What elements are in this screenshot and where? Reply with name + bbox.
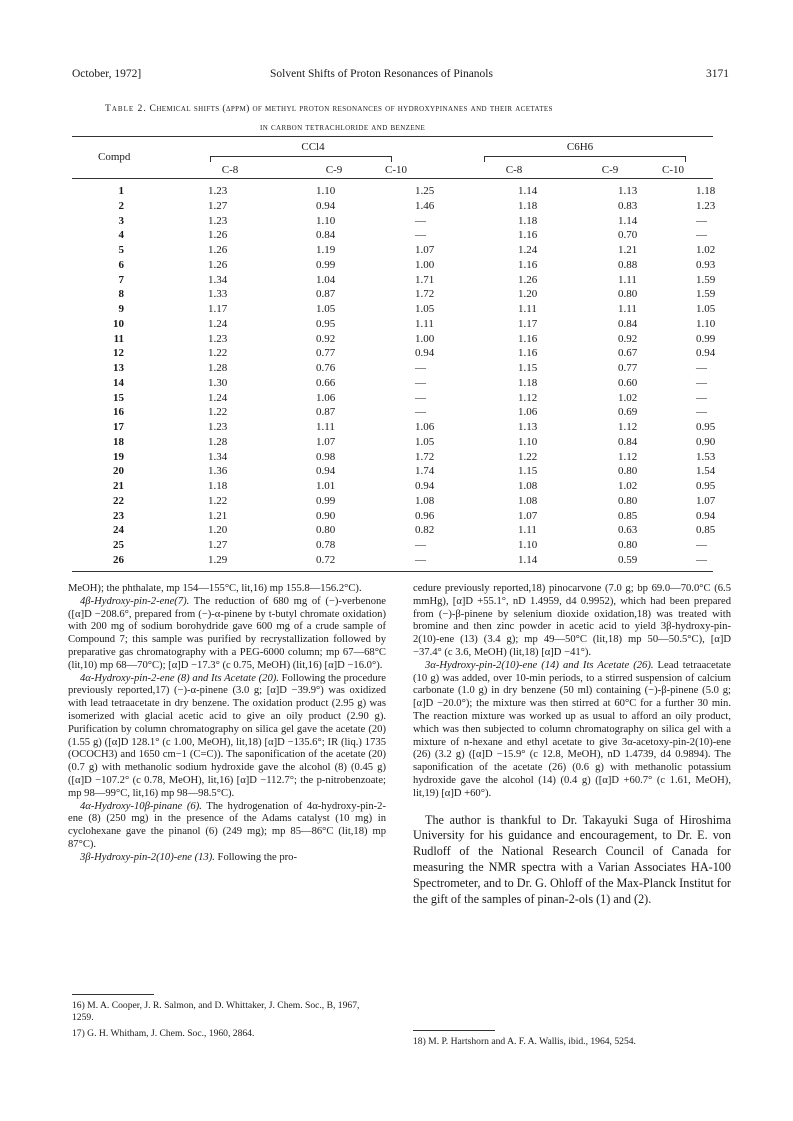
- table-row: [72, 317, 716, 333]
- shift-value: 0.66: [316, 376, 336, 389]
- table-row: [72, 435, 716, 451]
- shift-value: 1.10: [316, 214, 336, 227]
- compound-number: 2: [118, 199, 124, 212]
- shift-value: 1.14: [518, 553, 538, 566]
- compd-header: Compd: [98, 151, 131, 163]
- page-number: 3171: [706, 68, 729, 80]
- shift-value: 1.20: [208, 524, 228, 537]
- paragraph: [413, 660, 731, 801]
- compound-number: 12: [113, 347, 124, 360]
- table-row: [72, 185, 716, 200]
- shift-value: 1.53: [696, 450, 716, 463]
- shift-value: 1.02: [618, 391, 638, 404]
- table-row: [72, 421, 716, 436]
- left-text-column: [68, 583, 386, 865]
- group-brace-ccl4: [210, 156, 392, 162]
- compound-number: 8: [118, 288, 124, 301]
- table-row: [72, 215, 712, 230]
- shift-value: —: [415, 229, 426, 242]
- paragraph: [68, 596, 386, 673]
- shift-value: 1.07: [518, 509, 538, 522]
- shift-value: 0.88: [618, 258, 638, 271]
- compound-number: 10: [113, 317, 124, 330]
- shift-value: 0.94: [316, 199, 336, 212]
- compound-number: 17: [113, 421, 124, 433]
- shift-value: 0.72: [316, 553, 336, 566]
- shift-value: 0.77: [316, 347, 336, 360]
- shift-value: 1.17: [518, 317, 538, 330]
- shift-value: 0.84: [618, 435, 638, 448]
- section-title: 3α-Hydroxy-pin-2(10)-ene (14) and Its Acetate (26).: [425, 659, 654, 671]
- subheader-c6h6-c10: C-10: [662, 164, 684, 176]
- compound-number: 18: [113, 435, 124, 448]
- shift-value: 0.94: [696, 509, 716, 522]
- shift-value: 0.85: [696, 524, 716, 537]
- shift-value: 1.07: [316, 435, 336, 448]
- shift-value: 1.16: [518, 347, 538, 360]
- shift-value: 0.77: [618, 362, 638, 374]
- shift-value: 1.34: [208, 450, 228, 463]
- compound-number: 26: [113, 553, 124, 566]
- shift-value: 1.72: [415, 288, 435, 301]
- footnote-rule-left: [72, 994, 154, 995]
- shift-value: 1.21: [208, 509, 228, 522]
- shift-value: 0.69: [618, 406, 638, 419]
- shift-value: 1.11: [518, 524, 537, 537]
- shift-value: 1.74: [415, 465, 435, 478]
- shift-value: —: [415, 376, 426, 389]
- table-row: [72, 199, 716, 215]
- shift-value: 0.83: [618, 199, 638, 212]
- shift-value: 1.59: [696, 273, 716, 286]
- shift-value: 1.14: [618, 214, 638, 227]
- table-row: [72, 377, 712, 392]
- shift-value: 1.11: [316, 421, 335, 433]
- shift-value: 1.30: [208, 376, 228, 389]
- shift-value: —: [696, 229, 707, 242]
- shift-value: 1.19: [316, 244, 336, 256]
- shift-value: —: [696, 553, 707, 566]
- table-bottom-rule: [72, 571, 713, 572]
- table-row: [72, 554, 712, 569]
- shift-value: —: [696, 539, 707, 551]
- shift-value: 0.63: [618, 524, 638, 537]
- compound-number: 1: [118, 185, 124, 197]
- paragraph-text: The reduction of 680 mg of (−)-verbenone ([α]D −208.6°, prepared from (−)-α-pinene by t-butyl chromate oxidation) with 200 mg of sodium borohydride gave 600 mg of a crude sample of Compound 7; this sample was purified by recrystallization followed by preparative gas chromatography with a PEG-6000 column; mp 67—68°C (lit,10) mp 68—70°C); [α]D −17.3° (c 0.75, MeOH) (lit,16) [α]D −16.0°).: [68, 595, 386, 671]
- compound-number: 13: [113, 362, 124, 374]
- shift-value: 1.46: [415, 199, 435, 212]
- paragraph-text: Lead tetraacetate (10 g) was added, over 10-min periods, to a stirred suspension of calcium carbonate (1.0 g) in dry benzene (50 ml) containing (−)-β-pinene (5.0 g; [α]D −20.0°); the mixture was then stirred at 60°C for a further 30 min. The reaction mixture was worked up as usual to afford an oily product, which was then subjected to column chromatography on silica gel with a mixture of n-hexane and ethyl acetate to give 3α-acetoxy-pin-2(10)-ene (26) (3.2 g) ([α]D −15.9° (c 12.8, MeOH), nD 1.4739, d4 0.9894). The saponification of the acetate (26) (0.6 g) with methanolic potassium hydroxide gave the alcohol (14) (0.4 g) ([α]D +60.7° (c 1.61, MeOH), lit,19) [α]D +60°).: [413, 659, 731, 799]
- group-header-ccl4: CCl4: [301, 141, 325, 153]
- compound-number: 24: [113, 524, 124, 537]
- shift-value: 1.36: [208, 465, 228, 478]
- shift-value: 1.05: [696, 303, 716, 315]
- shift-value: 1.28: [208, 362, 228, 374]
- shift-value: 1.71: [415, 273, 435, 286]
- shift-value: —: [415, 362, 426, 374]
- footnote-rule-right: [413, 1030, 495, 1031]
- table-row: [72, 362, 712, 377]
- table-caption-line1: Chemical shifts (δppm) of methyl proton resonances of hydroxypinanes and their acetates: [149, 103, 553, 114]
- shift-value: —: [696, 406, 707, 419]
- section-title: 4α-Hydroxy-10β-pinane (6).: [80, 800, 202, 812]
- shift-value: 0.94: [316, 465, 336, 478]
- shift-value: 0.67: [618, 347, 638, 360]
- shift-value: 0.92: [618, 332, 638, 345]
- table-row: [72, 494, 716, 510]
- paragraph: [68, 852, 386, 865]
- shift-value: 1.00: [415, 332, 435, 345]
- shift-value: 0.85: [618, 509, 638, 522]
- shift-value: 1.26: [518, 273, 538, 286]
- shift-value: 1.02: [618, 480, 638, 492]
- subheader-ccl4-c9: C-9: [325, 164, 343, 176]
- shift-value: 0.94: [415, 347, 435, 360]
- shift-value: 0.84: [618, 317, 638, 330]
- shift-value: 1.05: [415, 303, 435, 315]
- shift-value: 1.16: [518, 229, 538, 242]
- table-caption-line2: in carbon tetrachloride and benzene: [260, 122, 426, 133]
- shift-value: 1.34: [208, 273, 228, 286]
- shift-value: 0.94: [696, 347, 716, 360]
- section-title: 4β-Hydroxy-pin-2-ene(7).: [80, 595, 190, 607]
- footnotes-left: [72, 1000, 382, 1040]
- shift-value: 0.59: [618, 553, 638, 566]
- shift-value: 0.99: [316, 258, 336, 271]
- compound-number: 6: [118, 258, 124, 271]
- shift-value: 1.22: [208, 494, 228, 507]
- shift-value: 1.59: [696, 288, 716, 301]
- shift-value: 1.17: [208, 303, 228, 315]
- shift-value: 1.33: [208, 288, 228, 301]
- shift-value: 1.07: [415, 244, 435, 256]
- shift-value: 1.24: [208, 391, 228, 404]
- shift-value: 1.72: [415, 450, 435, 463]
- shift-value: 1.26: [208, 258, 228, 271]
- shift-value: 0.80: [316, 524, 336, 537]
- shift-value: 0.82: [415, 524, 435, 537]
- table-row: [72, 509, 716, 525]
- shift-value: 1.10: [518, 539, 538, 551]
- shift-value: 0.95: [696, 421, 716, 433]
- shift-value: 0.99: [316, 494, 336, 507]
- shift-value: 1.24: [518, 244, 538, 256]
- paragraph-text: Following the procedure previously reported,17) (−)-α-pinene (3.0 g; [α]D −39.9°) was oxidized with lead tetraacetate in dry benzene. The oxidation product (2.95 g) was isomerized with glacial acetic acid to give an oily product (2.90 g). Purification by column chromatography on silica gel gave the acetate (20) (1.55 g) ([α]D 128.1° (c 1.00, MeOH), lit,18) [α]D −135.6°; IR (liq.) 1735 (OCOCH3) and 1650 cm−1 (C=C)). The saponification of the acetate (20) (0.7 g) with methanolic sodium hydroxide gave the alcohol (8) (0.45 g) ([α]D −107.2° (c 0.78, MeOH), lit,16) [α]D −112.7°; the p-nitrobenzoate; mp 98—99°C, lit,16) mp 98—98.5°C).: [68, 672, 387, 799]
- footnotes-right: [413, 1036, 733, 1048]
- paragraph: MeOH); the phthalate, mp 154—155°C, lit,16) mp 155.8—156.2°C).: [68, 583, 362, 594]
- table-row: [72, 347, 716, 362]
- shift-value: 1.06: [316, 391, 336, 404]
- shift-value: 1.11: [415, 317, 434, 330]
- table-top-rule: [72, 136, 713, 137]
- compound-number: 15: [113, 391, 124, 404]
- table-label: Table 2.: [105, 103, 147, 114]
- footnote-18: 18) M. P. Hartshorn and A. F. A. Wallis, ibid., 1964, 5254.: [413, 1036, 636, 1047]
- table-row: [72, 480, 716, 495]
- section-title: 3β-Hydroxy-pin-2(10)-ene (13).: [80, 851, 215, 863]
- table-row: [72, 406, 712, 421]
- shift-value: —: [696, 391, 707, 404]
- shift-value: 1.27: [208, 539, 228, 551]
- subheader-ccl4-c10: C-10: [385, 164, 407, 176]
- paragraph: cedure previously reported,18) pinocarvone (7.0 g; bp 69.0—70.0°C (6.5 mmHg), [α]D +55.1°, nD 1.4959, d4 0.9952), which had been prepared from (−)-β-pinene by selenium dioxide oxidation,18) was treated with bromine and then zinc powder in acetic acid to yield 3β-hydroxy-pin-2(10)-ene (13) (3.4 g); mp 49—50°C (lit,18) mp 50—50.5°C), [α]D −37.4° (c 3.6, MeOH) (lit,18) [α]D −41°).: [413, 583, 731, 658]
- table-row: [72, 539, 712, 554]
- shift-value: 0.95: [696, 480, 716, 492]
- shift-value: 0.80: [618, 494, 638, 507]
- shift-value: 1.23: [208, 214, 228, 227]
- shift-value: 0.87: [316, 406, 336, 419]
- subheader-ccl4-c8: C-8: [221, 164, 239, 176]
- table-body: [72, 185, 716, 569]
- shift-value: 1.11: [618, 303, 637, 315]
- shift-value: 1.01: [316, 480, 336, 492]
- shift-value: 1.29: [208, 553, 228, 566]
- shift-value: 1.13: [518, 421, 538, 433]
- table-row: [72, 332, 716, 348]
- section-title: 4α-Hydroxy-pin-2-ene (8) and Its Acetate (20).: [80, 672, 279, 684]
- shift-value: —: [415, 553, 426, 566]
- table-row: [72, 244, 716, 259]
- shift-value: 0.98: [316, 450, 336, 463]
- compound-number: 21: [113, 480, 124, 492]
- shift-value: 1.18: [208, 480, 228, 492]
- shift-value: 0.70: [618, 229, 638, 242]
- shift-value: 1.06: [415, 421, 435, 433]
- shift-value: 1.11: [618, 273, 637, 286]
- shift-value: 1.08: [415, 494, 435, 507]
- shift-value: 1.05: [316, 303, 336, 315]
- shift-value: 1.10: [518, 435, 538, 448]
- shift-value: 1.18: [696, 185, 716, 197]
- shift-value: 1.27: [208, 199, 228, 212]
- shift-value: 1.23: [208, 421, 228, 433]
- shift-value: 1.10: [696, 317, 716, 330]
- shift-value: 1.11: [518, 303, 537, 315]
- compound-number: 5: [118, 244, 124, 256]
- shift-value: 1.28: [208, 435, 228, 448]
- shift-value: 1.26: [208, 229, 228, 242]
- shift-value: 1.07: [696, 494, 716, 507]
- shift-value: 1.22: [518, 450, 538, 463]
- shift-value: 1.08: [518, 480, 538, 492]
- subheader-c6h6-c9: C-9: [601, 164, 619, 176]
- shift-value: 1.12: [518, 391, 538, 404]
- subheader-c6h6-c8: C-8: [505, 164, 523, 176]
- shift-value: 1.16: [518, 258, 538, 271]
- shift-value: —: [696, 362, 707, 374]
- compound-number: 23: [113, 509, 124, 522]
- paragraph-text: The hydrogenation of 4α-hydroxy-pin-2-ene (8) (250 mg) in the presence of the Adams catalyst (10 mg) in cyclohexane gave the pinanol (6) (249 mg); mp 85—86°C (lit,18) mp 87°C).: [68, 800, 386, 850]
- shift-value: —: [415, 391, 426, 404]
- shift-value: 0.80: [618, 539, 638, 551]
- shift-value: 1.00: [415, 258, 435, 271]
- shift-value: 1.20: [518, 288, 538, 301]
- group-header-c6h6: C6H6: [566, 141, 594, 153]
- table-row: [72, 229, 712, 244]
- shift-value: 0.96: [415, 509, 435, 522]
- shift-value: 0.94: [415, 480, 435, 492]
- shift-value: 0.80: [618, 288, 638, 301]
- table-row: [72, 273, 716, 289]
- shift-value: 1.18: [518, 376, 538, 389]
- shift-value: 0.80: [618, 465, 638, 478]
- shift-value: 1.23: [208, 185, 228, 197]
- paragraph-text: Following the pro-: [214, 851, 298, 863]
- shift-value: 1.22: [208, 347, 228, 360]
- shift-value: 1.04: [316, 273, 336, 286]
- footnote-16: 16) M. A. Cooper, J. R. Salmon, and D. Whittaker, J. Chem. Soc., B, 1967, 1259.: [72, 1000, 360, 1023]
- shift-value: 1.54: [696, 465, 716, 478]
- shift-value: 0.95: [316, 317, 336, 330]
- shift-value: —: [696, 376, 707, 389]
- shift-value: 1.18: [518, 214, 538, 227]
- compound-number: 7: [118, 273, 124, 286]
- table-caption: [105, 99, 705, 137]
- shift-value: —: [696, 214, 707, 227]
- table-row: [72, 288, 716, 303]
- shift-value: 0.60: [618, 376, 638, 389]
- right-text-column: [413, 583, 731, 907]
- compound-number: 20: [113, 465, 124, 478]
- shift-value: —: [415, 406, 426, 419]
- shift-value: 0.76: [316, 362, 336, 374]
- shift-value: 1.21: [618, 244, 638, 256]
- shift-value: 1.16: [518, 332, 538, 345]
- shift-value: 1.18: [518, 199, 538, 212]
- shift-value: 1.15: [518, 465, 538, 478]
- shift-value: 1.15: [518, 362, 538, 374]
- shift-value: 0.92: [316, 332, 336, 345]
- shift-value: 1.12: [618, 421, 638, 433]
- shift-value: 1.26: [208, 244, 228, 256]
- table-row: [72, 465, 716, 480]
- shift-value: 1.10: [316, 185, 336, 197]
- compound-number: 14: [113, 376, 124, 389]
- shift-value: 1.06: [518, 406, 538, 419]
- shift-value: 0.87: [316, 288, 336, 301]
- shift-value: 1.22: [208, 406, 228, 419]
- shift-value: 1.24: [208, 317, 228, 330]
- compound-number: 22: [113, 494, 124, 507]
- table-row: [72, 450, 716, 466]
- table-row: [72, 392, 712, 407]
- table-row: [72, 303, 716, 318]
- shift-value: 1.25: [415, 185, 435, 197]
- table-row: [72, 258, 716, 274]
- shift-value: 1.12: [618, 450, 638, 463]
- compound-number: 19: [113, 450, 124, 463]
- compound-number: 4: [118, 229, 124, 242]
- shift-value: 1.13: [618, 185, 638, 197]
- shift-value: 0.90: [696, 435, 716, 448]
- shift-value: 0.78: [316, 539, 336, 551]
- shift-value: 1.23: [208, 332, 228, 345]
- compound-number: 3: [118, 214, 124, 227]
- shift-value: 0.99: [696, 332, 716, 345]
- running-header-title: Solvent Shifts of Proton Resonances of Pinanols: [270, 68, 493, 80]
- compound-number: 25: [113, 539, 124, 551]
- footnote-17: 17) G. H. Whitham, J. Chem. Soc., 1960, 2864.: [72, 1028, 255, 1039]
- group-brace-c6h6: [484, 156, 686, 162]
- shift-value: —: [415, 539, 426, 551]
- compound-number: 11: [113, 332, 124, 345]
- shift-value: 1.02: [696, 244, 716, 256]
- compound-number: 16: [113, 406, 124, 419]
- shift-value: 0.84: [316, 229, 336, 242]
- acknowledgement: The author is thankful to Dr. Takayuki Suga of Hiroshima University for his guidance and encouragement, to Dr. E. von Rudloff of the National Research Council of Canada for measuring the NMR spectra with a Varian Associates HA-100 Spectrometer, and to Dr. G. Ohloff of the Max-Planck Institut for the gift of the samples of pinan-2-ols (1) and (2).: [413, 812, 731, 906]
- paragraph: [68, 673, 386, 801]
- shift-value: 0.90: [316, 509, 336, 522]
- shift-value: 0.93: [696, 258, 716, 271]
- paragraph: [68, 801, 386, 852]
- shift-value: 1.08: [518, 494, 538, 507]
- shift-value: 1.23: [696, 199, 716, 212]
- running-header-date: October, 1972]: [72, 68, 142, 80]
- shift-value: 1.14: [518, 185, 538, 197]
- compound-number: 9: [118, 303, 124, 315]
- table-row: [72, 524, 716, 539]
- table-header-rule: [72, 178, 713, 179]
- shift-value: —: [415, 214, 426, 227]
- shift-value: 1.05: [415, 435, 435, 448]
